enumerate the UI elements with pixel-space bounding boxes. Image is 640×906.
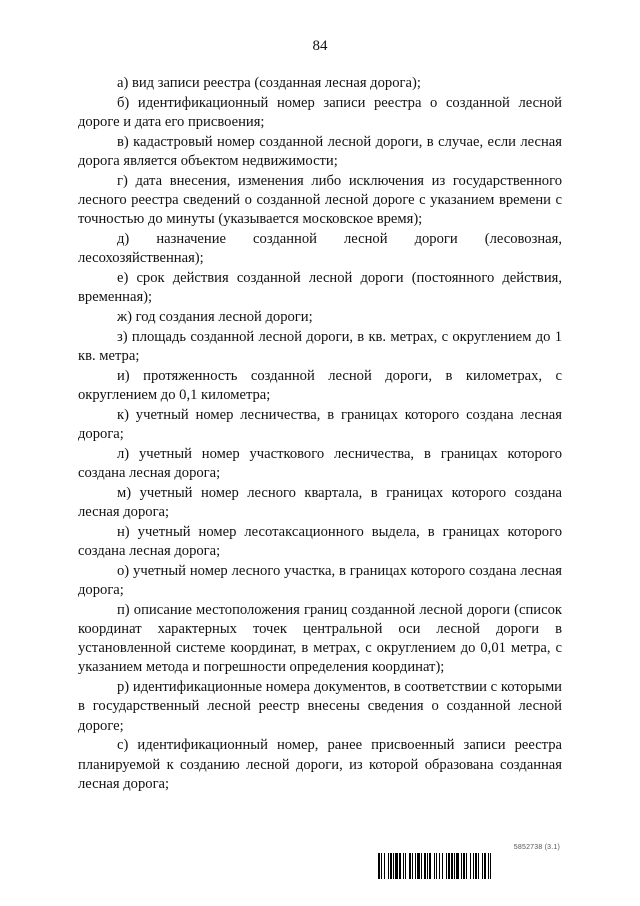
- page-number: 84: [312, 38, 328, 54]
- list-item: ж) год создания лесной дороги;: [117, 309, 313, 325]
- list-item: о) учетный номер лесного участка, в границах которого создана лесная дорога;: [78, 562, 562, 598]
- list-item: м) учетный номер лесного квартала, в границах которого создана лесная дорога;: [78, 484, 562, 520]
- list-item: л) учетный номер участкового лесничества, в границах которого создана лесная дорога;: [78, 445, 562, 481]
- list-item: д) назначение созданной лесной дороги (лесовозная, лесохозяйственная);: [78, 231, 562, 267]
- list-item: р) идентификационные номера документов, в соответствии с которыми в государственный лесной реестр внесены сведения о созданной лесной дороге;: [78, 679, 562, 734]
- list-item: г) дата внесения, изменения либо исключения из государственного лесного реестра сведений о созданной лесной дороге с указанием времени с точностью до минуты (указывается московское время);: [78, 172, 562, 228]
- list-item: и) протяженность созданной лесной дороги, в километрах, с округлением до 0,1 километра;: [78, 367, 562, 403]
- list-item: к) учетный номер лесничества, в границах которого создана лесная дорога;: [78, 406, 562, 442]
- barcode-image: [378, 853, 561, 879]
- list-item: б) идентификационный номер записи реестра о созданной лесной дороге и дата его присвоения;: [78, 94, 562, 130]
- list-item: з) площадь созданной лесной дороги, в кв. метрах, с округлением до 1 кв. метра;: [78, 328, 562, 364]
- list-item: а) вид записи реестра (созданная лесная дорога);: [117, 75, 421, 91]
- list-item: н) учетный номер лесотаксационного выдела, в границах которого создана лесная дорога;: [78, 523, 562, 559]
- list-item: в) кадастровый номер созданной лесной дороги, в случае, если лесная дорога является объектом недвижимости;: [78, 133, 562, 169]
- list-item: п) описание местоположения границ созданной лесной дороги (список координат характерных точек центральной оси лесной дороги в установленной системе координат, в метрах, с округлением до 0,01 метра, с указанием метода и погрешности определения координат);: [78, 601, 562, 676]
- list-item: е) срок действия созданной лесной дороги (постоянного действия, временная);: [78, 270, 562, 306]
- list-item: с) идентификационный номер, ранее присвоенный записи реестра планируемой к созданию лесной дороги, из которой образована созданная лесная дорога;: [78, 737, 562, 792]
- document-code: 5852738 (3.1): [513, 844, 560, 851]
- document-body: [78, 74, 562, 795]
